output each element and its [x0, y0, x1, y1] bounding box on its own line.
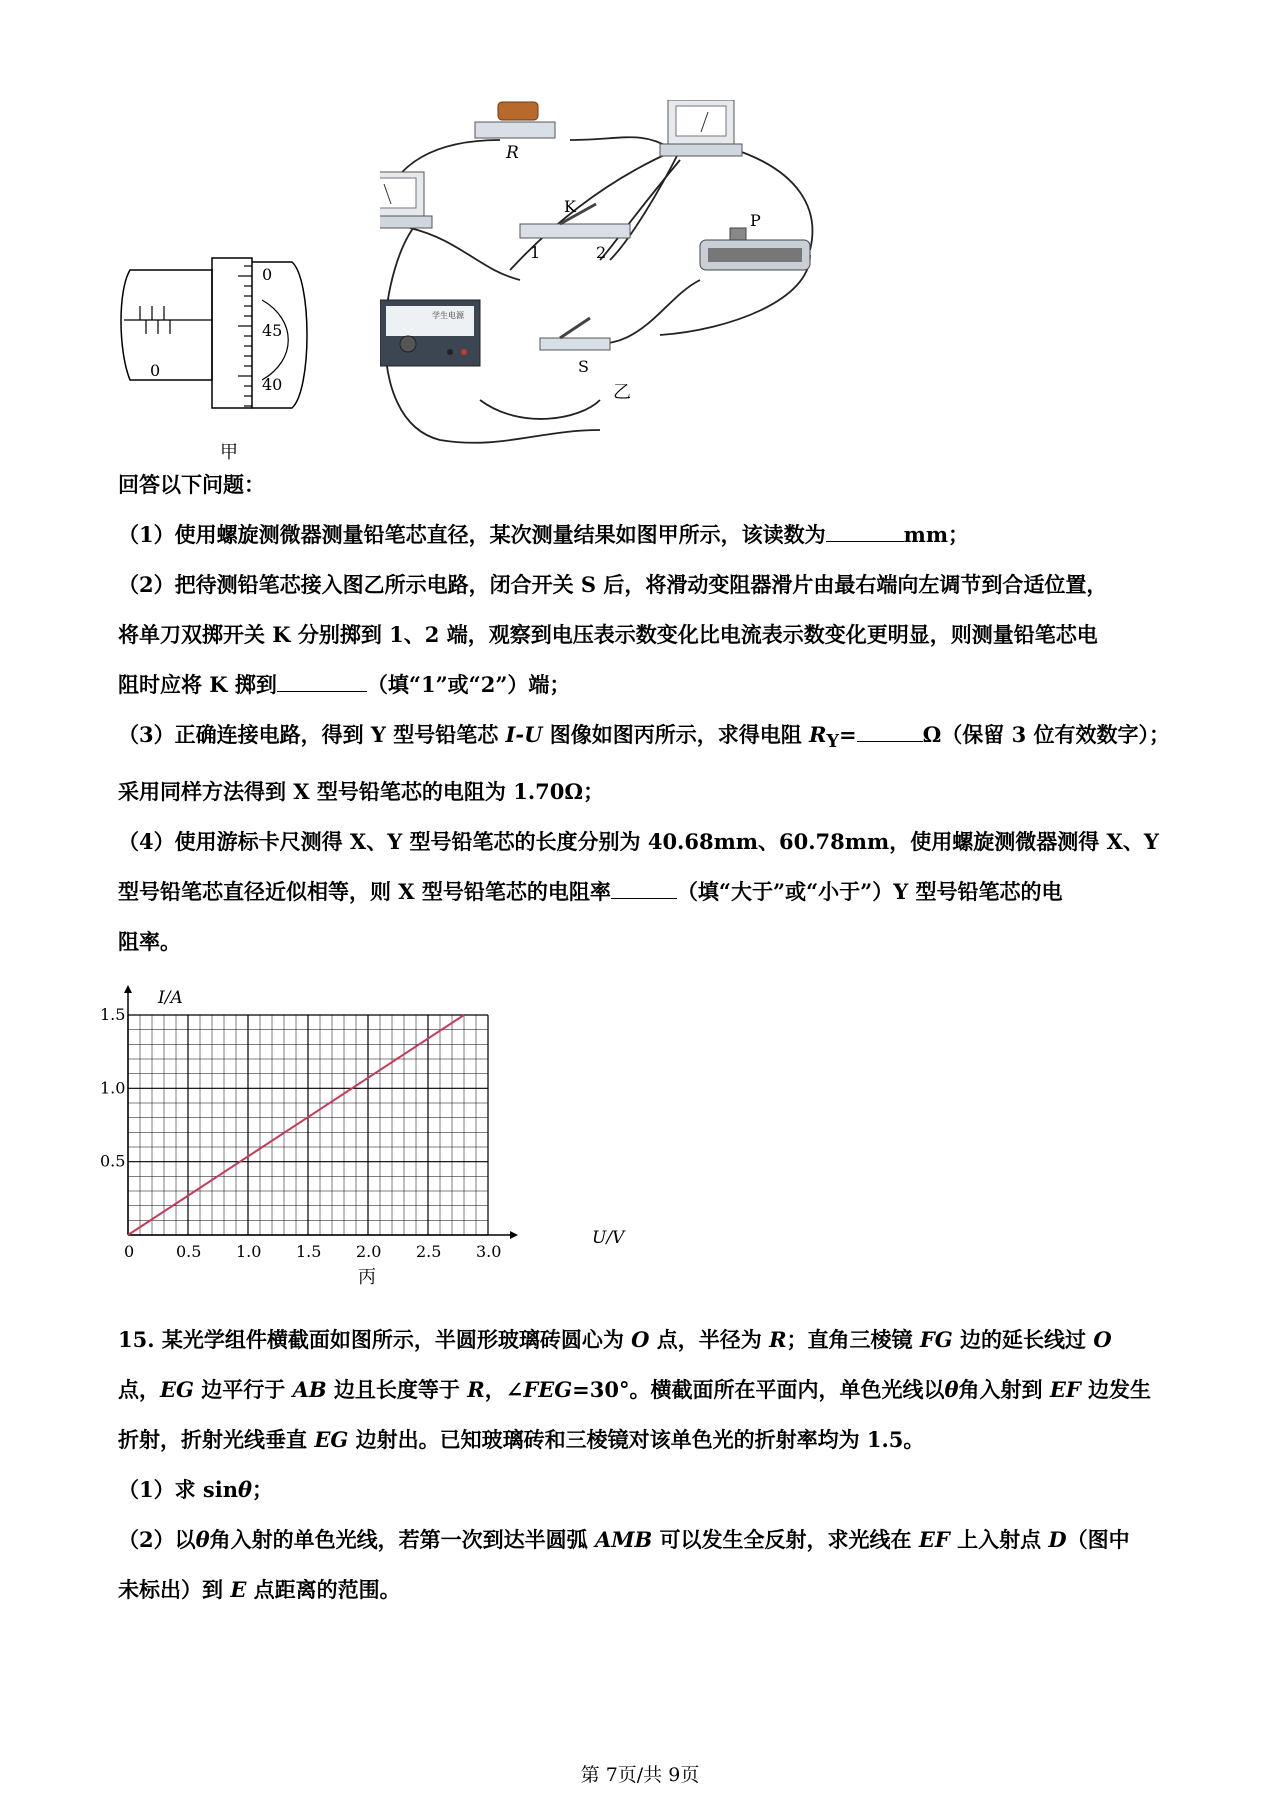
x-tick-label: 1.5 — [296, 1242, 322, 1261]
q3-answer-blank[interactable] — [857, 720, 923, 742]
y-tick-label: 1.0 — [100, 1078, 126, 1098]
x-tick-label: 2.5 — [416, 1242, 442, 1261]
iu-chart — [100, 985, 660, 1285]
x-tick-label: 1.0 — [236, 1242, 262, 1261]
q4-line-3: 阻率。 — [118, 929, 181, 955]
circuit-figure — [380, 100, 940, 460]
q3-line-2: 采用同样方法得到 X 型号铅笔芯的电阻为 1.70Ω； — [118, 779, 605, 805]
q15-line-3: 折射，折射光线垂直 EG 边射出。已知玻璃砖和三棱镜对该单色光的折射率均为 1.5。 — [118, 1427, 925, 1452]
label-p: P — [750, 211, 761, 230]
q2-answer-blank[interactable] — [277, 670, 367, 692]
q1-line: （1）使用螺旋测微器测量铅笔芯直径，某次测量结果如图甲所示，该读数为 mm； — [118, 522, 970, 547]
y-tick-label: 1.5 — [100, 1005, 126, 1024]
q3-line-1: （3）正确连接电路，得到 Y 型号铅笔芯 I-U 图像如图丙所示，求得电阻 $R_Y= \Omega$（保留 3 位有效数字）； — [118, 722, 1171, 753]
micrometer-tick-45: 45 — [262, 321, 283, 340]
intro-line: 回答以下问题： — [118, 472, 265, 497]
x-axis-arrow — [510, 1231, 518, 1239]
q2-line-3: 阻时应将 K 掷到 （填“1”或“2”）端； — [118, 672, 571, 697]
y-axis-arrow — [124, 985, 132, 993]
x-axis-label: U/V — [592, 1228, 625, 1248]
figure-label-yi: 乙 — [613, 382, 631, 403]
resistor-r — [475, 102, 555, 163]
y-tick-label: 0.5 — [100, 1151, 126, 1171]
iu-chart-figure — [100, 985, 660, 1285]
sleeve-zero: 0 — [150, 361, 161, 380]
label-r: R — [506, 143, 519, 163]
voltmeter — [380, 172, 432, 228]
figure-label-jia: 甲 — [220, 442, 238, 463]
q15-line-2: 点，EG 边平行于 AB 边且长度等于 R，∠FEG=30°。横截面所在平面内，单色光线以θ角入射到 EF 边发生 — [118, 1377, 1152, 1402]
switch-s — [540, 318, 610, 376]
rheostat — [700, 211, 810, 270]
q2-line-2: 将单刀双掷开关 K 分别掷到 1、2 端，观察到电压表示数变化比电流表示数变化更明显，则测量铅笔芯电 — [118, 622, 1098, 647]
supply-label: 学生电源 — [432, 311, 464, 320]
circuit-drawing — [380, 100, 940, 460]
x-tick-label: 3.0 — [476, 1242, 502, 1261]
x-tick-label: 0.5 — [176, 1242, 202, 1261]
label-1: 1 — [530, 243, 541, 262]
q15-sub-1: （1）求 sinθ； — [118, 1477, 274, 1502]
chart-caption: 丙 — [358, 1267, 376, 1285]
micrometer-tick-0: 0 — [262, 265, 273, 284]
switch-k — [520, 197, 630, 262]
x-tick-label: 0 — [124, 1242, 135, 1261]
q4-answer-blank[interactable] — [611, 877, 677, 899]
q15-line-1: 15. 某光学组件横截面如图所示，半圆形玻璃砖圆心为 O 点，半径为 R；直角三棱镜 FG 边的延长线过 O — [118, 1327, 1112, 1352]
q2-line-1: （2）把待测铅笔芯接入图乙所示电路，闭合开关 S 后，将滑动变阻器滑片由最右端向左调节到合适位置， — [118, 572, 1108, 597]
q15-sub-2-line-2: 未标出）到 E 点距离的范围。 — [118, 1577, 401, 1602]
question-text — [118, 460, 1178, 967]
label-2: 2 — [596, 243, 607, 262]
label-k: K — [564, 197, 576, 216]
q1-answer-blank[interactable] — [826, 520, 904, 542]
micrometer-figure — [112, 240, 332, 463]
q15-sub-2-line-1: （2）以θ角入射的单色光线，若第一次到达半圆弧 AMB 可以发生全反射，求光线在 EF 上入射点 D（图中 — [118, 1527, 1130, 1552]
ammeter — [660, 100, 742, 156]
page-footer: 第 7页/共 9页 — [580, 1764, 700, 1786]
power-supply — [380, 300, 480, 366]
y-axis-label: I/A — [158, 988, 183, 1008]
q4-line-1: （4）使用游标卡尺测得 X、Y 型号铅笔芯的长度分别为 40.68mm、60.78mm，使用螺旋测微器测得 X、Y — [118, 829, 1159, 855]
label-s: S — [578, 357, 589, 376]
x-tick-label: 2.0 — [356, 1242, 382, 1261]
micrometer-tick-40: 40 — [262, 375, 283, 394]
q4-line-2: 型号铅笔芯直径近似相等，则 X 型号铅笔芯的电阻率 （填“大于”或“小于”）Y 型号铅笔芯的电 — [118, 879, 1063, 905]
micrometer-drawing — [112, 240, 332, 440]
question-15 — [118, 1315, 1178, 1615]
